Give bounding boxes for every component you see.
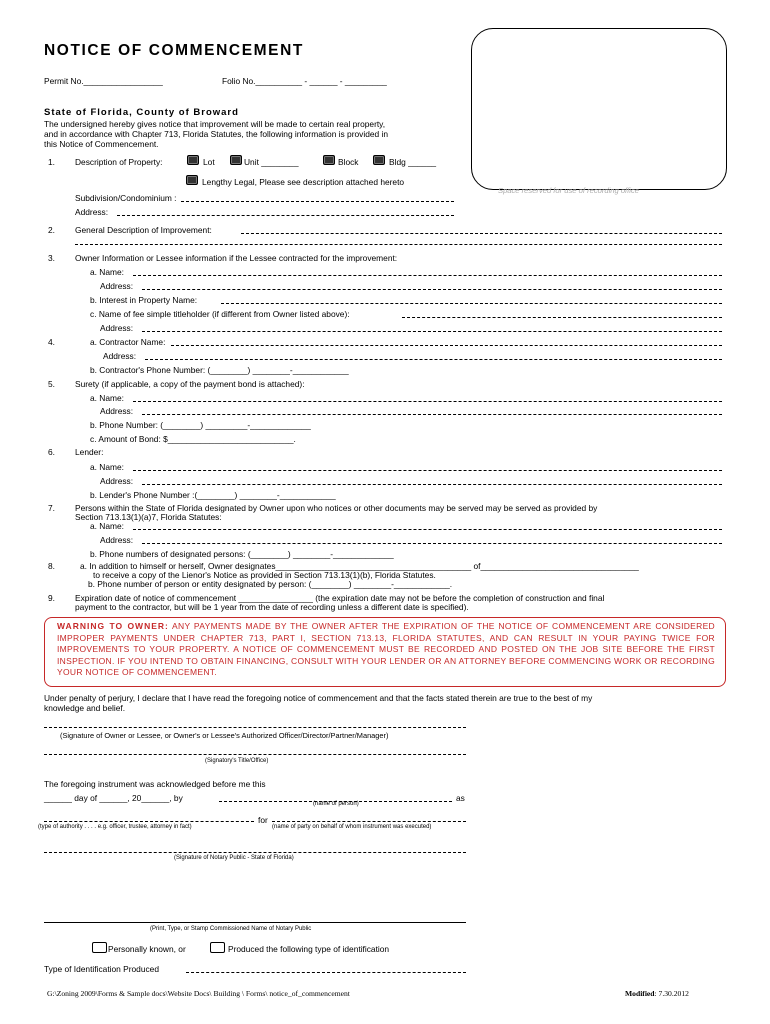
surety-name-label: a. Name: [90, 393, 124, 403]
designated-persons-label-line-2: Section 713.13(1)(a)7, Florida Statutes: [75, 512, 222, 522]
recording-office-note: Space reserved for use of recording office [498, 186, 639, 195]
unit-checkbox[interactable] [230, 155, 242, 165]
designated-name-input-line[interactable] [133, 529, 722, 530]
name-of-person-caption: (name of person) [313, 801, 359, 807]
interest-in-property-input-line[interactable] [221, 303, 722, 304]
lienor-notice-text: to receive a copy of the Lienor's Notice as provided in Section 713.13(1)(b), Florida Statutes. [93, 570, 436, 580]
type-of-id-label: Type of Identification Produced [44, 964, 159, 974]
designated-name-label: a. Name: [90, 521, 124, 531]
interest-in-property-label: b. Interest in Property Name: [90, 295, 198, 305]
improvement-input-line-1[interactable] [241, 233, 722, 234]
titleholder-address-input-line[interactable] [142, 331, 722, 332]
item-3-number: 3. [48, 253, 55, 263]
improvement-input-line-2[interactable] [75, 244, 722, 245]
lender-name-input-line[interactable] [133, 470, 722, 471]
lot-label: Lot [203, 157, 215, 167]
for-label: for [258, 815, 268, 825]
item-2-number: 2. [48, 225, 55, 235]
owner-signature-line[interactable] [44, 727, 466, 728]
item-8-number: 8. [48, 561, 55, 571]
expiration-date-field[interactable]: Expiration date of notice of commencement ________________ (the expiration date may not be before the completion of construction and final [75, 593, 605, 603]
warning-text [57, 621, 715, 679]
party-name-input-line[interactable] [272, 821, 466, 822]
page-title: NOTICE OF COMMENCEMENT [44, 42, 304, 59]
party-name-caption: (name of party on behalf of whom instrument was executed) [272, 824, 432, 830]
recording-office-box [471, 28, 727, 190]
surety-label: Surety (if applicable, a copy of the payment bond is attached): [75, 379, 305, 389]
fee-simple-titleholder-input-line[interactable] [402, 317, 722, 318]
intro-line-1: The undersigned hereby gives notice that improvement will be made to certain real property, [44, 119, 386, 129]
lender-name-label: a. Name: [90, 462, 124, 472]
signatory-title-line[interactable] [44, 754, 466, 755]
owner-name-label: a. Name: [90, 267, 124, 277]
notary-name-caption: (Print, Type, or Stamp Commissioned Name of Notary Public [150, 926, 312, 932]
subdivision-input-line[interactable] [181, 201, 454, 202]
intro-line-3: this Notice of Commencement. [44, 139, 159, 149]
lot-checkbox[interactable] [187, 155, 199, 165]
designated-address-input-line[interactable] [142, 543, 722, 544]
item-4-number: 4. [48, 337, 55, 347]
lengthy-legal-checkbox[interactable] [186, 175, 198, 185]
notary-signature-line[interactable] [44, 852, 466, 853]
warning-lead: WARNING TO OWNER: [57, 621, 169, 631]
warning-box [44, 617, 726, 687]
state-county-heading: State of Florida, County of Broward [44, 107, 239, 118]
lender-phone-field[interactable]: b. Lender's Phone Number :(________) ________-____________ [90, 490, 336, 500]
expiration-date-note: payment to the contractor, but will be 1 year from the date of recording unless a different date is specified). [75, 602, 469, 612]
type-of-authority-input-line[interactable] [44, 821, 254, 822]
type-of-authority-caption: (type of authority . . . . e.g. officer, trustee, attorney in fact) [38, 824, 192, 830]
folio-number-field[interactable]: Folio No.__________ - ______ - _________ [222, 76, 387, 86]
produced-id-checkbox[interactable] [210, 942, 225, 953]
item-6-number: 6. [48, 447, 55, 457]
fee-simple-titleholder-label: c. Name of fee simple titleholder (if different from Owner listed above): [90, 309, 350, 319]
signatory-title-caption: (Signatory's Title/Office) [205, 758, 269, 764]
item-5-number: 5. [48, 379, 55, 389]
item-9-number: 9. [48, 593, 55, 603]
as-label: as [456, 793, 465, 803]
footer-file-path: G:\Zoning 2009\Forms & Sample docs\Website Docs\ Building \ Forms\ notice_of_commencement [47, 989, 350, 998]
property-address-label: Address: [75, 207, 109, 217]
contractor-address-label: Address: [103, 351, 137, 361]
notary-signature-caption: (Signature of Notary Public - State of Florida) [174, 855, 294, 861]
lengthy-legal-label: Lengthy Legal, Please see description attached hereto [202, 177, 405, 187]
surety-address-label: Address: [100, 406, 134, 416]
type-of-id-input-line[interactable] [186, 972, 466, 973]
contractor-address-input-line[interactable] [145, 359, 722, 360]
item-1-number: 1. [48, 157, 55, 167]
contractor-name-input-line[interactable] [171, 345, 722, 346]
block-checkbox[interactable] [323, 155, 335, 165]
lender-address-input-line[interactable] [142, 484, 722, 485]
item-7-number: 7. [48, 503, 55, 513]
bond-amount-field[interactable]: c. Amount of Bond: $___________________________. [90, 434, 296, 444]
perjury-line-1: Under penalty of perjury, I declare that I have read the foregoing notice of commencement and that the facts stated therein are true to the best of my [44, 693, 593, 703]
owner-designates-field[interactable]: a. In addition to himself or herself, Owner designates__________________________________________ of__________________________________ [80, 561, 639, 571]
footer-modified-label: Modified [625, 989, 655, 998]
improvement-description-label: General Description of Improvement: [75, 225, 212, 235]
notary-name-line[interactable] [44, 922, 466, 923]
owner-address-input-line[interactable] [142, 289, 722, 290]
surety-phone-field[interactable]: b. Phone Number: (________) _________-_____________ [90, 420, 311, 430]
surety-name-input-line[interactable] [133, 401, 722, 402]
intro-line-2: and in accordance with Chapter 713, Florida Statutes, the following information is provided in [44, 129, 389, 139]
acknowledged-text: The foregoing instrument was acknowledged before me this [44, 779, 266, 789]
designated-entity-phone-field[interactable]: b. Phone number of person or entity designated by person: (________) ________-____________. [88, 579, 453, 589]
contractor-name-label: a. Contractor Name: [90, 337, 166, 347]
lender-address-label: Address: [100, 476, 134, 486]
footer-modified [625, 989, 689, 998]
surety-address-input-line[interactable] [142, 414, 722, 415]
owner-info-label: Owner Information or Lessee information if the Lessee contracted for the improvement: [75, 253, 398, 263]
footer-modified-date: : 7.30.2012 [654, 989, 689, 998]
bldg-checkbox[interactable] [373, 155, 385, 165]
designated-persons-label-line-1: Persons within the State of Florida designated by Owner upon who notices or other documents may be served may be served as provided by [75, 503, 598, 513]
unit-field[interactable]: Unit ________ [244, 157, 299, 167]
personally-known-checkbox[interactable] [92, 942, 107, 953]
owner-address-label: Address: [100, 281, 134, 291]
owner-name-input-line[interactable] [133, 275, 722, 276]
property-description-label: Description of Property: [75, 157, 163, 167]
perjury-line-2: knowledge and belief. [44, 703, 126, 713]
owner-signature-caption: (Signature of Owner or Lessee, or Owner's or Lessee's Authorized Officer/Director/Partner/Manager) [60, 731, 389, 740]
permit-number-field[interactable]: Permit No._________________ [44, 76, 163, 86]
acknowledgment-date-field[interactable]: ______ day of ______, 20______, by [44, 793, 183, 803]
property-address-input-line[interactable] [117, 215, 454, 216]
lender-label: Lender: [75, 447, 104, 457]
personally-known-label: Personally known, or [108, 944, 186, 954]
designated-phone-field[interactable]: b. Phone numbers of designated persons: (________) ________-_____________ [90, 549, 394, 559]
produced-id-label: Produced the following type of identification [228, 944, 390, 954]
subdivision-label: Subdivision/Condominium : [75, 193, 177, 203]
titleholder-address-label: Address: [100, 323, 134, 333]
warning-body: ANY PAYMENTS MADE BY THE OWNER AFTER THE EXPIRATION OF THE NOTICE OF COMMENCEMENT ARE CONSIDERED IMPROPER PAYMENTS UNDER CHAPTER 713, PART I, SECTION 713.13, FLORIDA STATUTES, AND CAN RESULT IN YOUR PAYING TWICE FOR IMPROVEMENTS TO YOUR PROPERTY. A NOTICE OF COMMENCEMENT MUST BE RECORDED AND POSTED ON THE JOB SITE BEFORE THE FIRST INSPECTION. IF YOU INTEND TO OBTAIN FINANCING, CONSULT WITH YOUR LENDER OR AN ATTORNEY BEFORE COMMENCING WORK OR RECORDING YOUR NOTICE OF COMMENCEMENT. [57, 621, 715, 678]
contractor-phone-field[interactable]: b. Contractor's Phone Number: (________) ________-____________ [90, 365, 349, 375]
designated-address-label: Address: [100, 535, 134, 545]
block-label: Block [338, 157, 359, 167]
bldg-field[interactable]: Bldg ______ [389, 157, 437, 167]
